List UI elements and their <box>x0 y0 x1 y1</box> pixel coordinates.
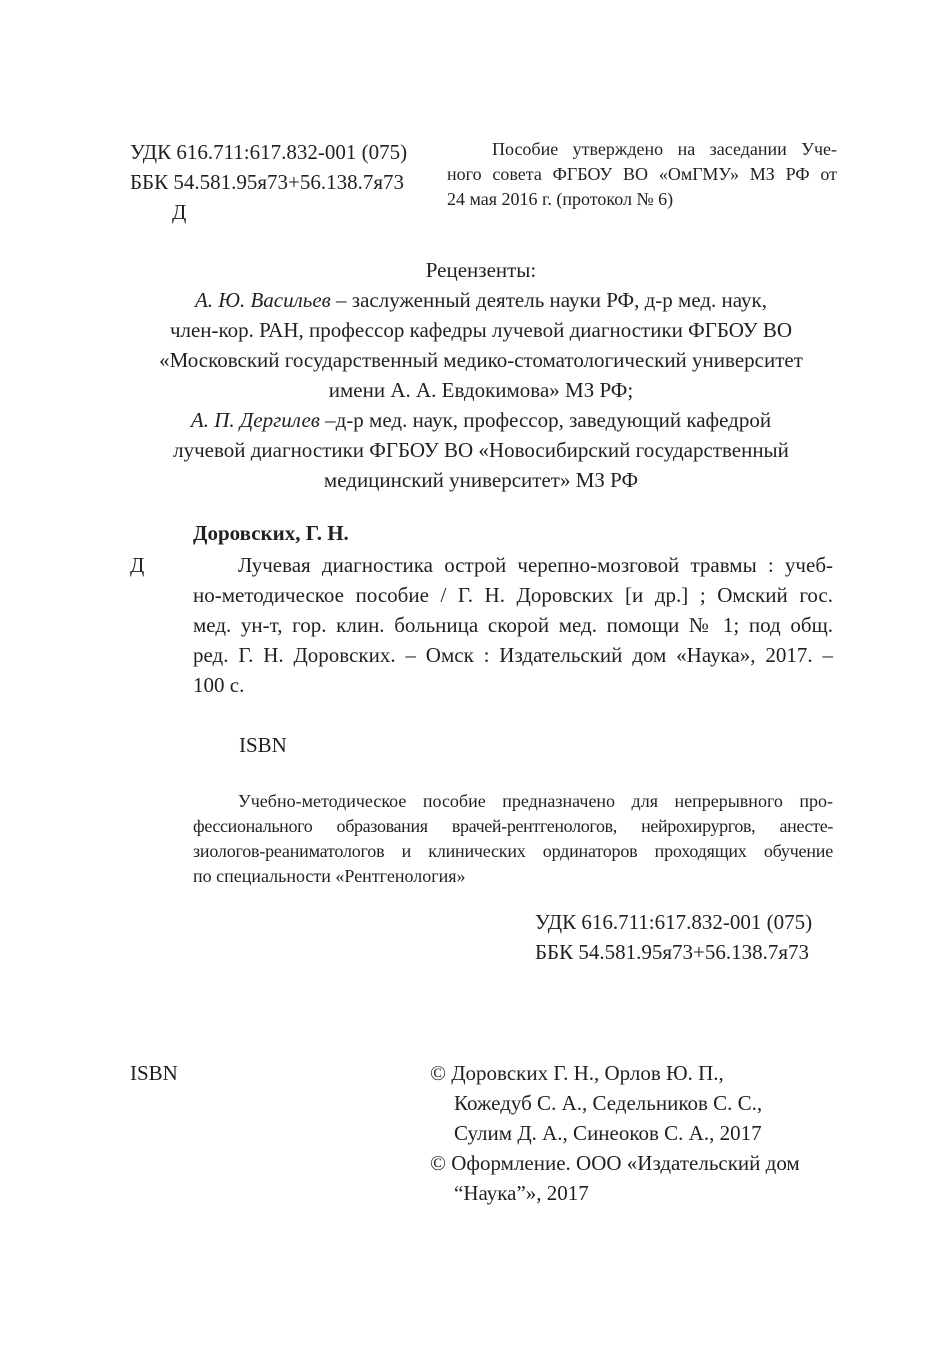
reviewer-1-line <box>100 285 862 315</box>
footer-isbn: ISBN <box>130 1061 178 1085</box>
approval-line: Пособие утверждено на заседании Уче- <box>492 139 837 159</box>
annotation <box>193 789 833 889</box>
reviewer-2-line: лучевой диагностики ФГБОУ ВО «Новосибирский государственный <box>173 438 789 462</box>
copyright-line: “Наука”», 2017 <box>454 1181 589 1205</box>
reviewer-2-name: А. П. Дергилев <box>190 408 320 432</box>
catalog-description <box>193 550 833 700</box>
catalog-line: но-методическое пособие / Г. Н. Доровских [и др.] ; Омский гос. <box>193 583 833 607</box>
reviewer-1-line: «Московский государственный медико-стоматологический университет <box>159 348 803 372</box>
bbk-code-bottom: ББК 54.581.95я73+56.138.7я73 <box>535 940 810 964</box>
annotation-line: Учебно-методическое пособие предназначено для непрерывного про- <box>238 791 833 811</box>
reviewers-heading: Рецензенты: <box>425 258 537 282</box>
udk-code-bottom: УДК 616.711:617.832-001 (075) <box>535 910 813 934</box>
reviewer-2-line <box>100 405 862 435</box>
udk-code: УДК 616.711:617.832-001 (075) <box>130 140 408 164</box>
copyright-block <box>430 1058 800 1208</box>
catalog-author: Доровских, Г. Н. <box>193 521 349 545</box>
reviewer-1-description: – заслуженный деятель науки РФ, д-р мед. наук, <box>330 288 768 312</box>
classification-bottom <box>535 907 812 967</box>
annotation-line: зиологов-реаниматологов и клинических ординаторов проходящих обучение <box>193 841 833 861</box>
copyright-line: Кожедуб С. А., Седельников С. С., <box>454 1091 763 1115</box>
catalog-line: ред. Г. Н. Доровских. – Омск : Издательский дом «Наука», 2017. – <box>193 643 833 667</box>
reviewer-1-line: член-кор. РАН, профессор кафедры лучевой диагностики ФГБОУ ВО <box>169 318 793 342</box>
catalog-line: 100 с. <box>193 673 245 697</box>
reviewer-1-line: имени А. А. Евдокимова» МЗ РФ; <box>328 378 634 402</box>
bbk-code: ББК 54.581.95я73+56.138.7я73 <box>130 170 405 194</box>
author-sign: Д <box>172 200 187 224</box>
approval-line: 24 мая 2016 г. (протокол № 6) <box>447 189 674 209</box>
copyright-line: Сулим Д. А., Синеоков С. А., 2017 <box>454 1121 762 1145</box>
reviewer-2-description: –д-р мед. наук, профессор, заведующий кафедрой <box>319 408 772 432</box>
catalog-sign: Д <box>130 553 145 577</box>
approval-note <box>447 137 837 212</box>
reviewer-1-name: А. Ю. Васильев <box>194 288 331 312</box>
reviewers-section <box>100 255 862 495</box>
annotation-line: фессионального образования врачей-рентгенологов, нейрохирургов, анесте- <box>193 816 833 836</box>
catalog-line: мед. ун-т, гор. клин. больница скорой мед. помощи № 1; под общ. <box>193 613 833 637</box>
reviewer-2-line: медицинский университет» МЗ РФ <box>323 468 639 492</box>
approval-line: ного совета ФГБОУ ВО «ОмГМУ» МЗ РФ от <box>447 164 837 184</box>
annotation-line: по специальности «Рентгенология» <box>193 866 466 886</box>
copyright-line: © Оформление. ООО «Издательский дом <box>430 1151 800 1175</box>
udk-block <box>130 137 407 227</box>
catalog-line: Лучевая диагностика острой черепно-мозговой травмы : учеб- <box>238 553 833 577</box>
copyright-line: © Доровских Г. Н., Орлов Ю. П., <box>430 1061 724 1085</box>
catalog-isbn: ISBN <box>239 733 287 757</box>
